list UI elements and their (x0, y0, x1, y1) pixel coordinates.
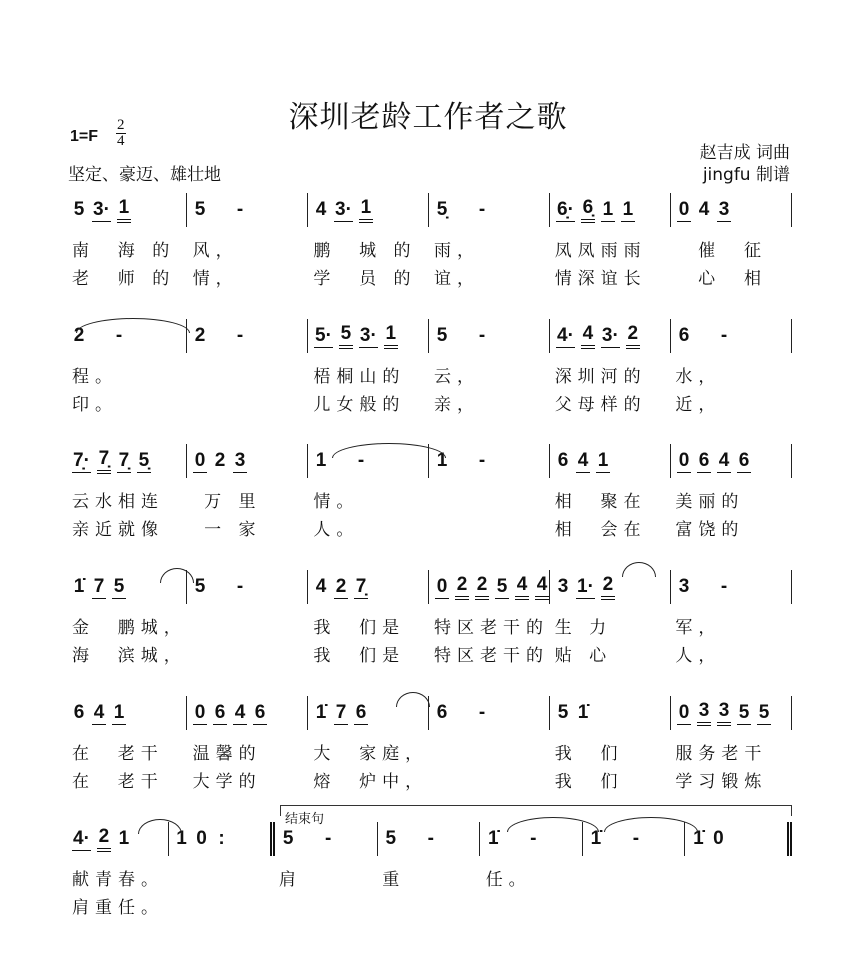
lyric-text: 重 (382, 869, 406, 890)
lyrics-verse-1 (68, 738, 792, 764)
lyric-text: 海 滨城， (72, 645, 187, 666)
music-system (68, 696, 792, 792)
note: 5 (758, 701, 770, 723)
lyric-text: 人。 (313, 519, 360, 540)
measure (187, 193, 308, 227)
note: 1 (359, 197, 373, 223)
measure (685, 822, 792, 856)
note: 3 (678, 576, 690, 597)
lyric-text: 富饶的 (675, 519, 745, 540)
note: 3 (234, 449, 246, 471)
lyric-text: 献青春。 (72, 869, 164, 890)
note: 4 (577, 449, 589, 471)
tie-arc (396, 692, 430, 707)
notes-row (68, 193, 792, 227)
measure (550, 444, 671, 478)
lyric-text: 人， (675, 645, 722, 666)
note: 5 (339, 323, 353, 349)
note: 2 (73, 325, 85, 346)
note: 4 (581, 323, 595, 349)
note: 1 (436, 450, 448, 471)
measure (550, 319, 671, 353)
lyric-text: 我 们是 (313, 645, 406, 666)
note: : (218, 828, 225, 849)
lyric-text: 熔 炉中， (313, 771, 429, 792)
note: 4 (315, 199, 327, 220)
note: 5 (496, 575, 508, 597)
measure (429, 444, 550, 478)
lyric-text: 催 征 (675, 240, 767, 261)
lyric-text: 在 老干 (72, 743, 164, 764)
notation-credit: jingfu 制谱 (702, 165, 790, 185)
note: 5· (315, 324, 332, 346)
lyric-text: 亲， (434, 394, 481, 415)
measure (68, 193, 187, 227)
lyric-text: 大 家庭， (313, 743, 429, 764)
measure (275, 822, 378, 856)
measure (68, 696, 187, 730)
lyric-text: 谊， (434, 268, 481, 289)
note: 2 (97, 826, 111, 852)
note: 5 (557, 702, 569, 723)
dash-extension: - (530, 828, 537, 849)
note: 7̣ (118, 449, 130, 471)
note: 3 (718, 198, 730, 220)
measure (429, 570, 550, 604)
lyric-text: 相 聚在 (554, 491, 647, 512)
note: 6 (254, 701, 266, 723)
note: 5̣ (436, 199, 448, 220)
note: 0 (678, 449, 690, 471)
note: 0 (678, 198, 690, 220)
note: 3 (717, 700, 731, 726)
lyric-text: 雨， (434, 240, 481, 261)
note: 2 (335, 575, 347, 597)
lyric-text: 近， (675, 394, 722, 415)
lyrics-verse-1 (68, 486, 792, 512)
measure (671, 193, 792, 227)
note: 1 (113, 701, 125, 723)
lyric-text: 父母样的 (554, 394, 647, 415)
lyric-text: 情。 (313, 491, 360, 512)
measure (169, 822, 276, 856)
lyrics-verse-1 (68, 864, 792, 890)
note: 5 (436, 325, 448, 346)
note: 4 (315, 576, 327, 597)
note: 4· (557, 324, 574, 346)
lyric-text: 在 老干 (72, 771, 164, 792)
note: 5 (738, 701, 750, 723)
composer-credit: 赵吉成 词曲 (699, 143, 790, 163)
note: 0 (194, 449, 206, 471)
dash-extension: - (478, 325, 486, 346)
measure (187, 444, 308, 478)
notes-row (68, 696, 792, 730)
dash-extension: - (478, 199, 486, 220)
lyric-text: 肩重任。 (72, 897, 164, 918)
lyric-text: 万 里 (192, 491, 262, 512)
measure (429, 193, 550, 227)
note: 0 (713, 828, 724, 849)
note: 1 (622, 198, 634, 220)
note: 4 (535, 574, 549, 600)
lyric-text: 贴 心 (554, 645, 613, 666)
note: 3 (697, 700, 711, 726)
note: 4· (73, 827, 90, 849)
lyric-text: 特区老干的 (434, 617, 550, 638)
music-system (68, 822, 792, 918)
lyric-text: 印。 (72, 394, 118, 415)
note: 2 (626, 323, 640, 349)
ending-label: 结束句 (285, 812, 325, 827)
dash-extension: - (720, 325, 728, 346)
note: 7̣· (73, 449, 90, 471)
ending-bracket (280, 805, 792, 816)
note: 5 (194, 199, 206, 220)
time-top: 2 (117, 117, 125, 133)
note: 5 (73, 199, 85, 220)
lyric-text: 温馨的 (192, 743, 262, 764)
lyrics-verse-2 (68, 892, 792, 918)
lyric-text: 心 相 (675, 268, 767, 289)
dash-extension: - (115, 325, 123, 346)
note: 7̣ (355, 575, 367, 597)
lyric-text: 儿女般的 (313, 394, 406, 415)
lyric-text: 程。 (72, 366, 118, 387)
note: 1̇ (577, 702, 589, 723)
note: 6 (678, 325, 690, 346)
measure (671, 696, 792, 730)
measure (308, 193, 429, 227)
measure (68, 444, 187, 478)
note: 5 (385, 828, 397, 849)
note: 3 (557, 576, 569, 597)
note: 3· (359, 324, 377, 346)
lyrics-verse-1 (68, 361, 792, 387)
note: 6̣· (557, 198, 574, 220)
measure (187, 319, 308, 353)
lyrics-verse-1 (68, 235, 792, 261)
note: 1̇ (693, 828, 704, 849)
measure (187, 570, 308, 604)
dash-extension: - (357, 450, 365, 471)
key-signature: 1=F (70, 128, 99, 145)
lyric-text: 梧桐山的 (313, 366, 406, 387)
lyric-text: 学 员 的 (313, 268, 417, 289)
note: 7 (335, 701, 347, 723)
lyric-text: 我 们是 (313, 617, 406, 638)
measure (429, 319, 550, 353)
note: 0 (678, 701, 690, 723)
dash-extension: - (632, 828, 640, 849)
lyric-text: 情， (192, 268, 239, 289)
lyric-text: 老 师 的 (72, 268, 176, 289)
lyric-text: 南 海 的 (72, 240, 176, 261)
measure (550, 193, 671, 227)
music-system (68, 444, 792, 540)
time-signature (116, 118, 126, 149)
note: 2 (214, 450, 226, 471)
note: 5 (194, 576, 206, 597)
note: 5̣ (138, 449, 150, 471)
note: 2 (601, 574, 615, 600)
note: 1 (117, 197, 131, 223)
lyric-text: 我 们 (554, 771, 624, 792)
note: 1̇ (488, 828, 499, 849)
lyric-text: 凤凤雨雨 (554, 240, 647, 261)
lyric-text: 特区老干的 (434, 645, 550, 666)
note: 4 (698, 199, 710, 220)
lyrics-verse-2 (68, 766, 792, 792)
dash-extension: - (236, 325, 244, 346)
time-bottom: 4 (117, 133, 125, 149)
dash-extension: - (720, 576, 728, 597)
note: 1 (118, 828, 130, 849)
measure (671, 570, 792, 604)
lyric-text: 相 会在 (554, 519, 647, 540)
measure (308, 570, 429, 604)
note: 0 (194, 701, 206, 723)
note: 6 (355, 701, 367, 723)
note: 4 (718, 449, 730, 471)
note: 6 (698, 449, 710, 471)
measure (308, 319, 429, 353)
note: 1 (176, 828, 187, 849)
note: 1 (602, 198, 614, 220)
lyric-text: 一 家 (192, 519, 262, 540)
dash-extension: - (324, 828, 332, 849)
lyric-text: 生 力 (554, 617, 613, 638)
lyric-text: 金 鹏城， (72, 617, 187, 638)
music-system (68, 570, 792, 666)
tie-arc (622, 562, 656, 577)
note: 6 (214, 701, 226, 723)
music-system (68, 319, 792, 415)
note: 3· (601, 324, 619, 346)
lyric-text: 水， (675, 366, 722, 387)
note: 3· (335, 198, 352, 220)
lyric-text: 云， (434, 366, 481, 387)
lyric-text: 亲近就像 (72, 519, 164, 540)
dash-extension: - (236, 576, 244, 597)
lyrics-verse-2 (68, 640, 792, 666)
note: 1· (577, 575, 594, 597)
lyrics-verse-2 (68, 263, 792, 289)
note: 4 (93, 701, 105, 723)
lyric-text: 我 们 (554, 743, 624, 764)
note: 0 (196, 828, 207, 849)
note: 1 (597, 449, 609, 471)
measure (378, 822, 481, 856)
note: 1 (315, 450, 327, 471)
measure (671, 444, 792, 478)
note: 3· (93, 198, 110, 220)
dash-extension: - (478, 702, 486, 723)
tie-arc (507, 817, 599, 832)
note: 6 (436, 702, 448, 723)
dash-extension: - (236, 199, 244, 220)
tempo-marking: 坚定、豪迈、雄壮地 (68, 165, 221, 185)
lyric-text: 风， (192, 240, 239, 261)
note: 6 (557, 450, 569, 471)
note: 7̣ (97, 448, 111, 474)
lyric-text: 云水相连 (72, 491, 164, 512)
measure (429, 696, 550, 730)
lyric-text: 鹏 城 的 (313, 240, 417, 261)
note: 6̣ (581, 197, 595, 223)
lyric-text: 情深谊长 (554, 268, 647, 289)
lyrics-verse-2 (68, 514, 792, 540)
tie-arc (604, 817, 698, 832)
lyric-text: 大学的 (192, 771, 262, 792)
note: 5 (282, 828, 294, 849)
note: 1̇ (590, 828, 602, 849)
note: 6 (738, 449, 750, 471)
measure (187, 696, 308, 730)
note: 5 (113, 575, 125, 597)
lyric-text: 深圳河的 (554, 366, 647, 387)
music-system (68, 193, 792, 289)
note: 2 (475, 574, 489, 600)
lyric-text: 学习锻炼 (675, 771, 768, 792)
lyric-text: 美丽的 (675, 491, 745, 512)
note: 1 (384, 323, 398, 349)
note: 4 (234, 701, 246, 723)
note: 6 (73, 702, 85, 723)
note: 2 (455, 574, 469, 600)
note: 1̇ (73, 576, 85, 597)
lyric-text: 军， (675, 617, 722, 638)
measure (671, 319, 792, 353)
song-title: 深圳老龄工作者之歌 (288, 100, 568, 135)
note: 1̇ (315, 702, 327, 723)
note: 2 (194, 325, 206, 346)
measure (550, 696, 671, 730)
dash-extension: - (478, 450, 486, 471)
lyrics-verse-2 (68, 389, 792, 415)
note: 0 (436, 575, 448, 597)
dash-extension: - (427, 828, 434, 849)
note: 7 (93, 575, 105, 597)
lyric-text: 肩 (278, 869, 302, 890)
note: 4 (515, 574, 529, 600)
lyrics-verse-1 (68, 612, 792, 638)
lyric-text: 服务老干 (675, 743, 768, 764)
lyric-text: 任。 (485, 869, 532, 890)
